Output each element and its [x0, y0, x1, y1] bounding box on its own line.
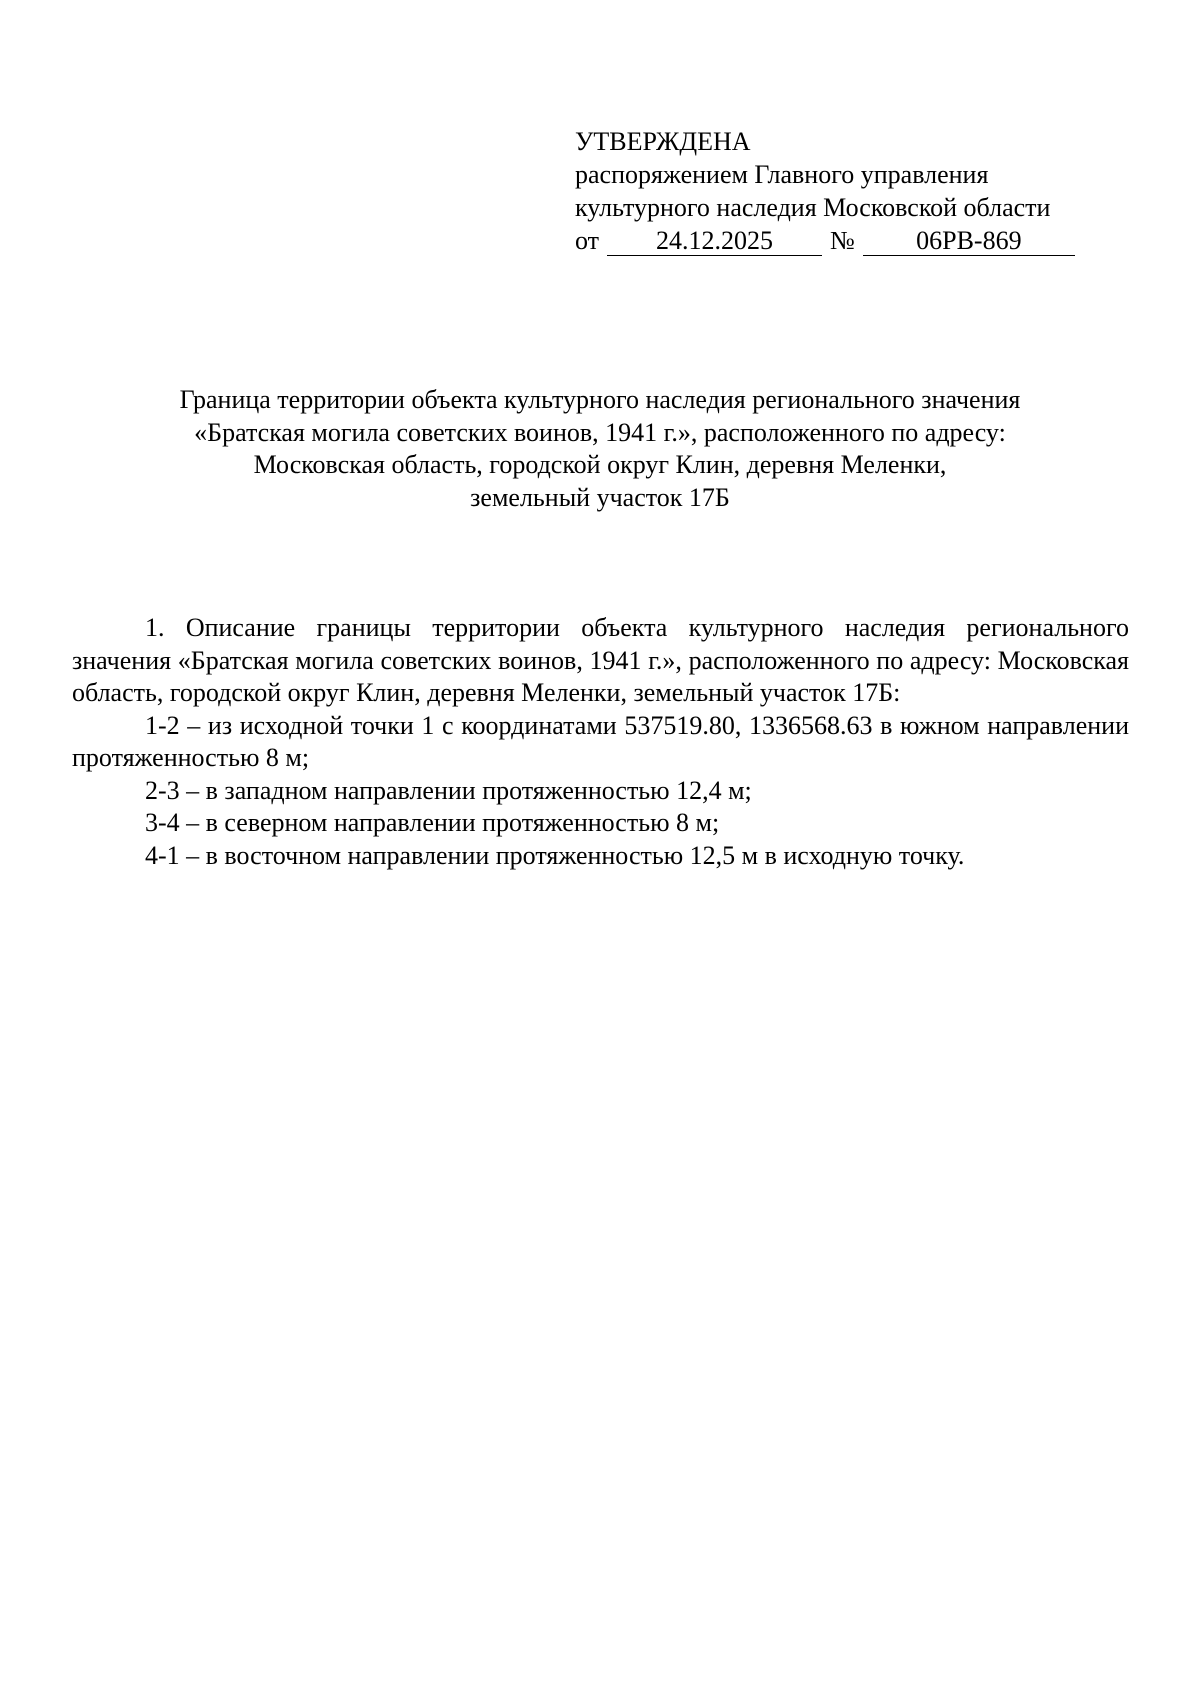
approval-line-1: распоряжением Главного управления: [575, 160, 989, 189]
title-line: «Братская могила советских воинов, 1941 г.», расположенного по адресу:: [194, 417, 1006, 447]
approval-date: 24.12.2025: [607, 227, 822, 256]
document-body: [72, 612, 1129, 872]
title-line: Московская область, городской округ Клин, деревня Меленки,: [253, 450, 947, 479]
from-label: от: [575, 226, 600, 255]
number-label: №: [830, 226, 855, 255]
approval-heading: УТВЕРЖДЕНА: [575, 127, 751, 156]
title-line: Граница территории объекта культурного наследия регионального значения: [179, 385, 1021, 414]
document-title: [70, 384, 1130, 514]
body-paragraph: 4-1 – в восточном направлении протяженностью 12,5 м в исходную точку.: [145, 840, 965, 870]
approval-line-2: культурного наследия Московской области: [575, 193, 1051, 222]
body-paragraph: 3-4 – в северном направлении протяженностью 8 м;: [145, 808, 720, 837]
approval-date-number-row: [575, 224, 1095, 257]
body-paragraph: 1. Описание границы территории объекта культурного наследия регионального значения «Братская могила советских воинов, 1941 г.», расположенного по адресу: Московская область, городской округ Клин, деревня Меленки, земельный участок 17Б:: [72, 613, 1129, 707]
approval-number: 06РВ-869: [863, 227, 1075, 256]
body-paragraph: 2-3 – в западном направлении протяженностью 12,4 м;: [145, 775, 752, 805]
title-line: земельный участок 17Б: [470, 482, 730, 512]
approval-stamp-block: [575, 125, 1095, 257]
body-paragraph: 1-2 – из исходной точки 1 с координатами 537519.80, 1336568.63 в южном направлении протяженностью 8 м;: [72, 710, 1129, 772]
